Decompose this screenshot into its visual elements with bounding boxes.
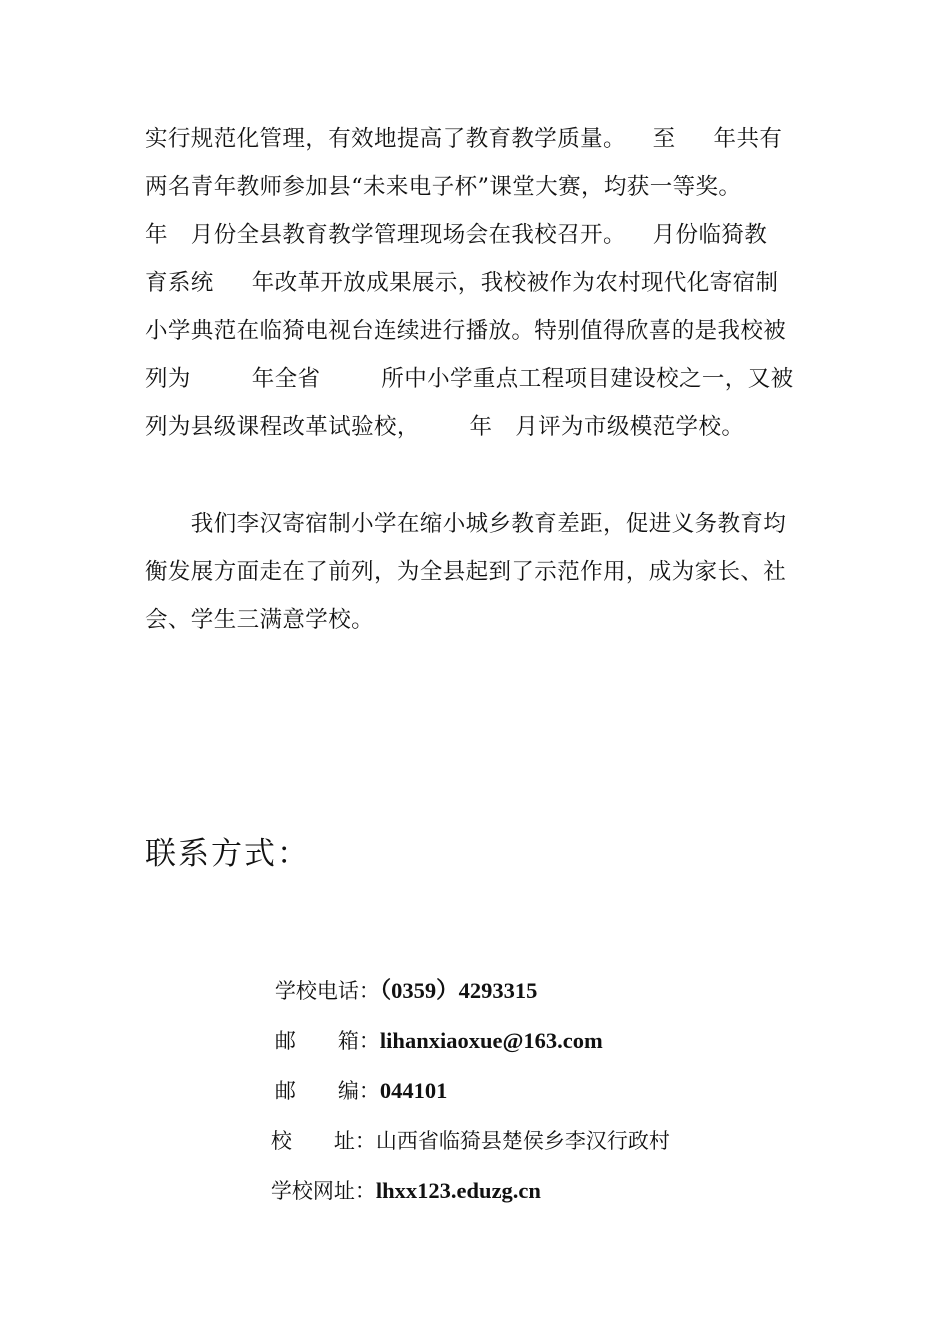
email-value: lihanxiaoxue@163.com — [379, 1028, 603, 1053]
address-label: 校 址： — [270, 1129, 376, 1153]
contact-website-row — [228, 1146, 541, 1236]
website-value: lhxx123.eduzg.cn — [375, 1178, 541, 1203]
text-line: 实行规范化管理，有效地提高了教育教学质量。 至 年共有 — [145, 126, 783, 152]
text-line: 小学典范在临猗电视台连续进行播放。特别值得欣喜的是我校被 — [145, 318, 787, 344]
phone-label: 学校电话： — [274, 979, 380, 1003]
text-line: 我们李汉寄宿制小学在缩小城乡教育差距，促进义务教育均 — [145, 511, 787, 537]
text-line: 两名青年教师参加县“未来电子杯”课堂大赛，均获一等奖。 — [145, 174, 742, 200]
text-line: 年 月份全县教育教学管理现场会在我校召开。 月份临猗教 — [145, 222, 768, 248]
address-value: 山西省临猗县楚侯乡李汉行政村 — [375, 1129, 670, 1153]
text-line: 育系统 年改革开放成果展示，我校被作为农村现代化寄宿制 — [145, 270, 779, 296]
text-line: 列为 年全省 所中小学重点工程项目建设校之一，又被 — [145, 366, 794, 392]
email-label: 邮 箱： — [274, 1029, 380, 1053]
postcode-value: 044101 — [379, 1078, 448, 1103]
contact-heading: 联系方式： — [145, 836, 310, 872]
text-line: 列为县级课程改革试验校， 年 月评为市级模范学校。 — [145, 414, 745, 440]
postcode-label: 邮 编： — [274, 1079, 380, 1103]
text-line: 会、学生三满意学校。 — [145, 607, 375, 633]
website-label: 学校网址： — [270, 1179, 376, 1203]
phone-value: （0359）4293315 — [379, 978, 538, 1003]
text-line: 衡发展方面走在了前列，为全县起到了示范作用，成为家长、社 — [145, 559, 787, 585]
